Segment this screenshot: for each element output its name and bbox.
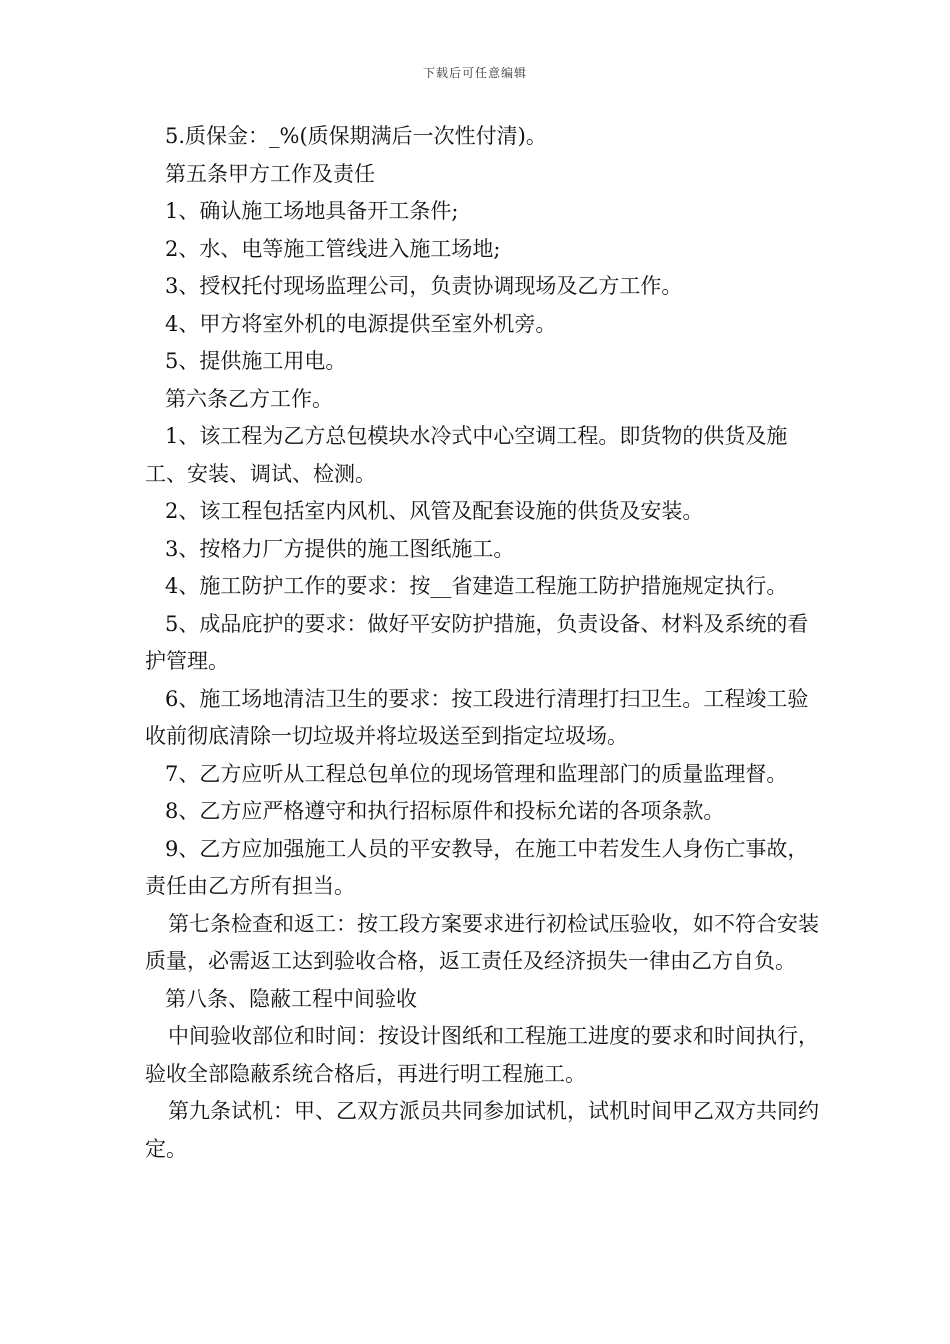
paragraph-article-6-item-4: 4、施工防护工作的要求：按__省建造工程施工防护措施规定执行。 bbox=[165, 574, 788, 598]
document-body bbox=[145, 118, 825, 1168]
paragraph-article-6-item-7: 7、乙方应听从工程总包单位的现场管理和监理部门的质量监理督。 bbox=[165, 761, 788, 786]
paragraph-article-5-item-3: 3、授权托付现场监理公司，负责协调现场及乙方工作。 bbox=[165, 274, 683, 298]
paragraph-article-9: 第九条试机：甲、乙双方派员共同参加试机，试机时间甲乙双方共同约定。 bbox=[145, 1099, 819, 1161]
page-header: 下载后可任意编辑 bbox=[422, 66, 527, 80]
paragraph-article-8-title: 第八条、隐蔽工程中间验收 bbox=[165, 986, 417, 1011]
paragraph-article-6-item-6: 6、施工场地清洁卫生的要求：按工段进行清理打扫卫生。工程竣工验收前彻底清除一切垃圾并将垃圾送至到指定垃圾场。 bbox=[145, 686, 809, 748]
paragraph-warranty-deposit: 5.质保金：_%(质保期满后一次性付清)。 bbox=[165, 124, 547, 148]
paragraph-article-6-item-9: 9、乙方应加强施工人员的平安教导，在施工中若发生人身伤亡事故，责任由乙方所有担当。 bbox=[145, 836, 809, 898]
paragraph-article-6-item-2: 2、该工程包括室内风机、风管及配套设施的供货及安装。 bbox=[165, 499, 704, 523]
paragraph-article-5-title: 第五条甲方工作及责任 bbox=[165, 161, 375, 186]
paragraph-article-6-title: 第六条乙方工作。 bbox=[165, 386, 333, 411]
paragraph-article-6-item-8: 8、乙方应严格遵守和执行招标原件和投标允诺的各项条款。 bbox=[165, 799, 725, 823]
paragraph-article-8-body: 中间验收部位和时间：按设计图纸和工程施工进度的要求和时间执行，验收全部隐蔽系统合格后，再进行明工程施工。 bbox=[145, 1024, 819, 1086]
paragraph-article-5-item-1: 1、确认施工场地具备开工条件; bbox=[165, 199, 459, 223]
paragraph-article-5-item-4: 4、甲方将室外机的电源提供至室外机旁。 bbox=[165, 311, 557, 336]
paragraph-article-5-item-2: 2、水、电等施工管线进入施工场地; bbox=[165, 236, 501, 261]
paragraph-article-7: 第七条检查和返工：按工段方案要求进行初检试压验收，如不符合安装质量，必需返工达到验收合格，返工责任及经济损失一律由乙方自负。 bbox=[145, 911, 819, 973]
paragraph-article-5-item-5: 5、提供施工用电。 bbox=[165, 349, 347, 373]
paragraph-article-6-item-1: 1、该工程为乙方总包模块水冷式中心空调工程。即货物的供货及施工、安装、调试、检测。 bbox=[145, 424, 788, 486]
paragraph-article-6-item-3: 3、按格力厂方提供的施工图纸施工。 bbox=[165, 536, 515, 561]
paragraph-article-6-item-5: 5、成品庇护的要求：做好平安防护措施，负责设备、材料及系统的看护管理。 bbox=[145, 611, 809, 673]
